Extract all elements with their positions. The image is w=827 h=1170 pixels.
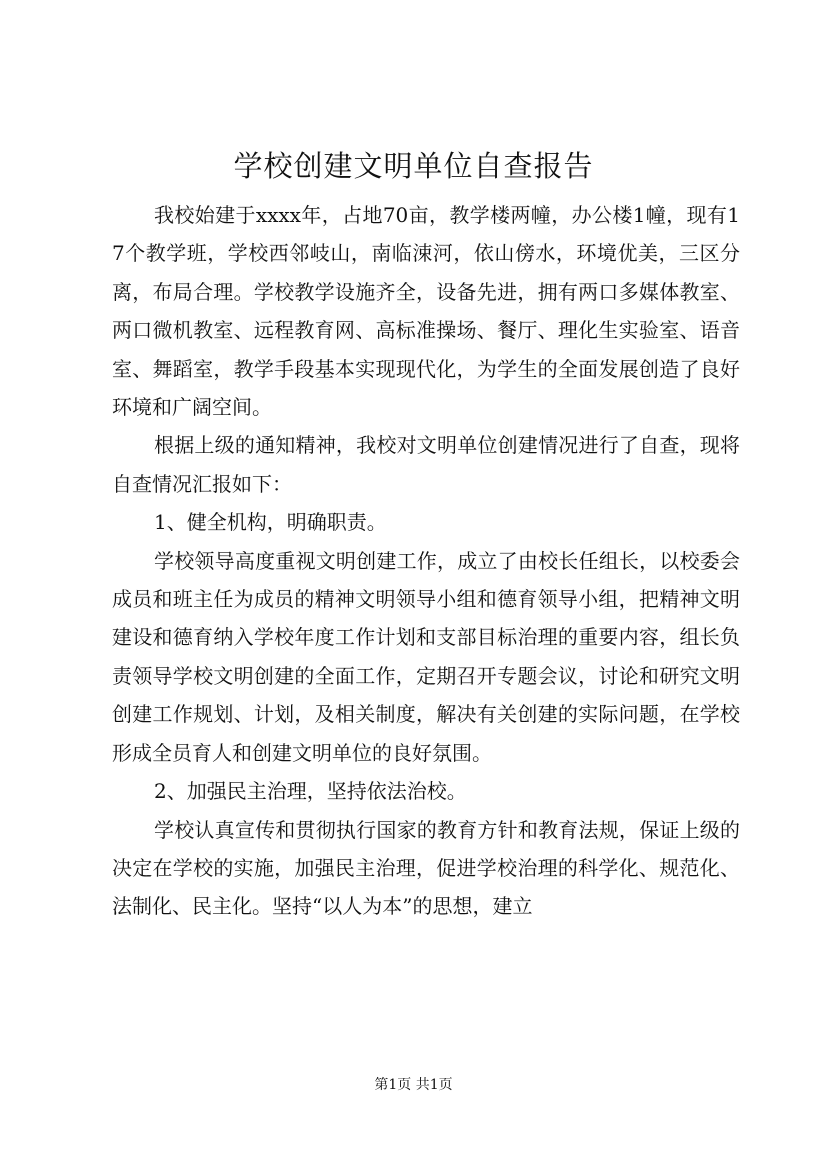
page-title: 学校创建文明单位自查报告 — [233, 149, 594, 183]
section-heading-2: 2、加强民主治理，坚持依法治校。 — [154, 779, 467, 804]
section-heading-1: 1、健全机构，明确职责。 — [154, 510, 387, 535]
paragraph-section-2: 学校认真宣传和贯彻执行国家的教育方针和教育法规，保证上级的决定在学校的实施，加强民主治理，促进学校治理的科学化、规范化、法制化、民主化。坚持“以人为本”的思想，建立 — [112, 817, 740, 919]
paragraph-self-check-notice: 根据上级的通知精神，我校对文明单位创建情况进行了自查，现将自查情况汇报如下： — [112, 433, 740, 496]
paragraph-intro: 我校始建于xxxx年，占地70亩，教学楼两幢，办公楼1幢，现有17个教学班，学校西邻岐山，南临涑河，依山傍水，环境优美，三区分离，布局合理。学校教学设施齐全，设备先进，拥有两口多媒体教室、两口微机教室、远程教育网、高标准操场、餐厅、理化生实验室、语音室、舞蹈室，教学手段基本实现现代化，为学生的全面发展创造了良好环境和广阔空间。 — [112, 203, 740, 420]
page-number-footer: 第1页 共1页 — [374, 1077, 453, 1093]
document-body — [112, 196, 740, 926]
paragraph-section-1: 学校领导高度重视文明创建工作，成立了由校长任组长，以校委会成员和班主任为成员的精神文明领导小组和德育领导小组，把精神文明建设和德育纳入学校年度工作计划和支部目标治理的重要内容，组长负责领导学校文明创建的全面工作，定期召开专题会议，讨论和研究文明创建工作规划、计划，及相关制度，解决有关创建的实际问题，在学校形成全员育人和创建文明单位的良好氛围。 — [112, 548, 740, 765]
